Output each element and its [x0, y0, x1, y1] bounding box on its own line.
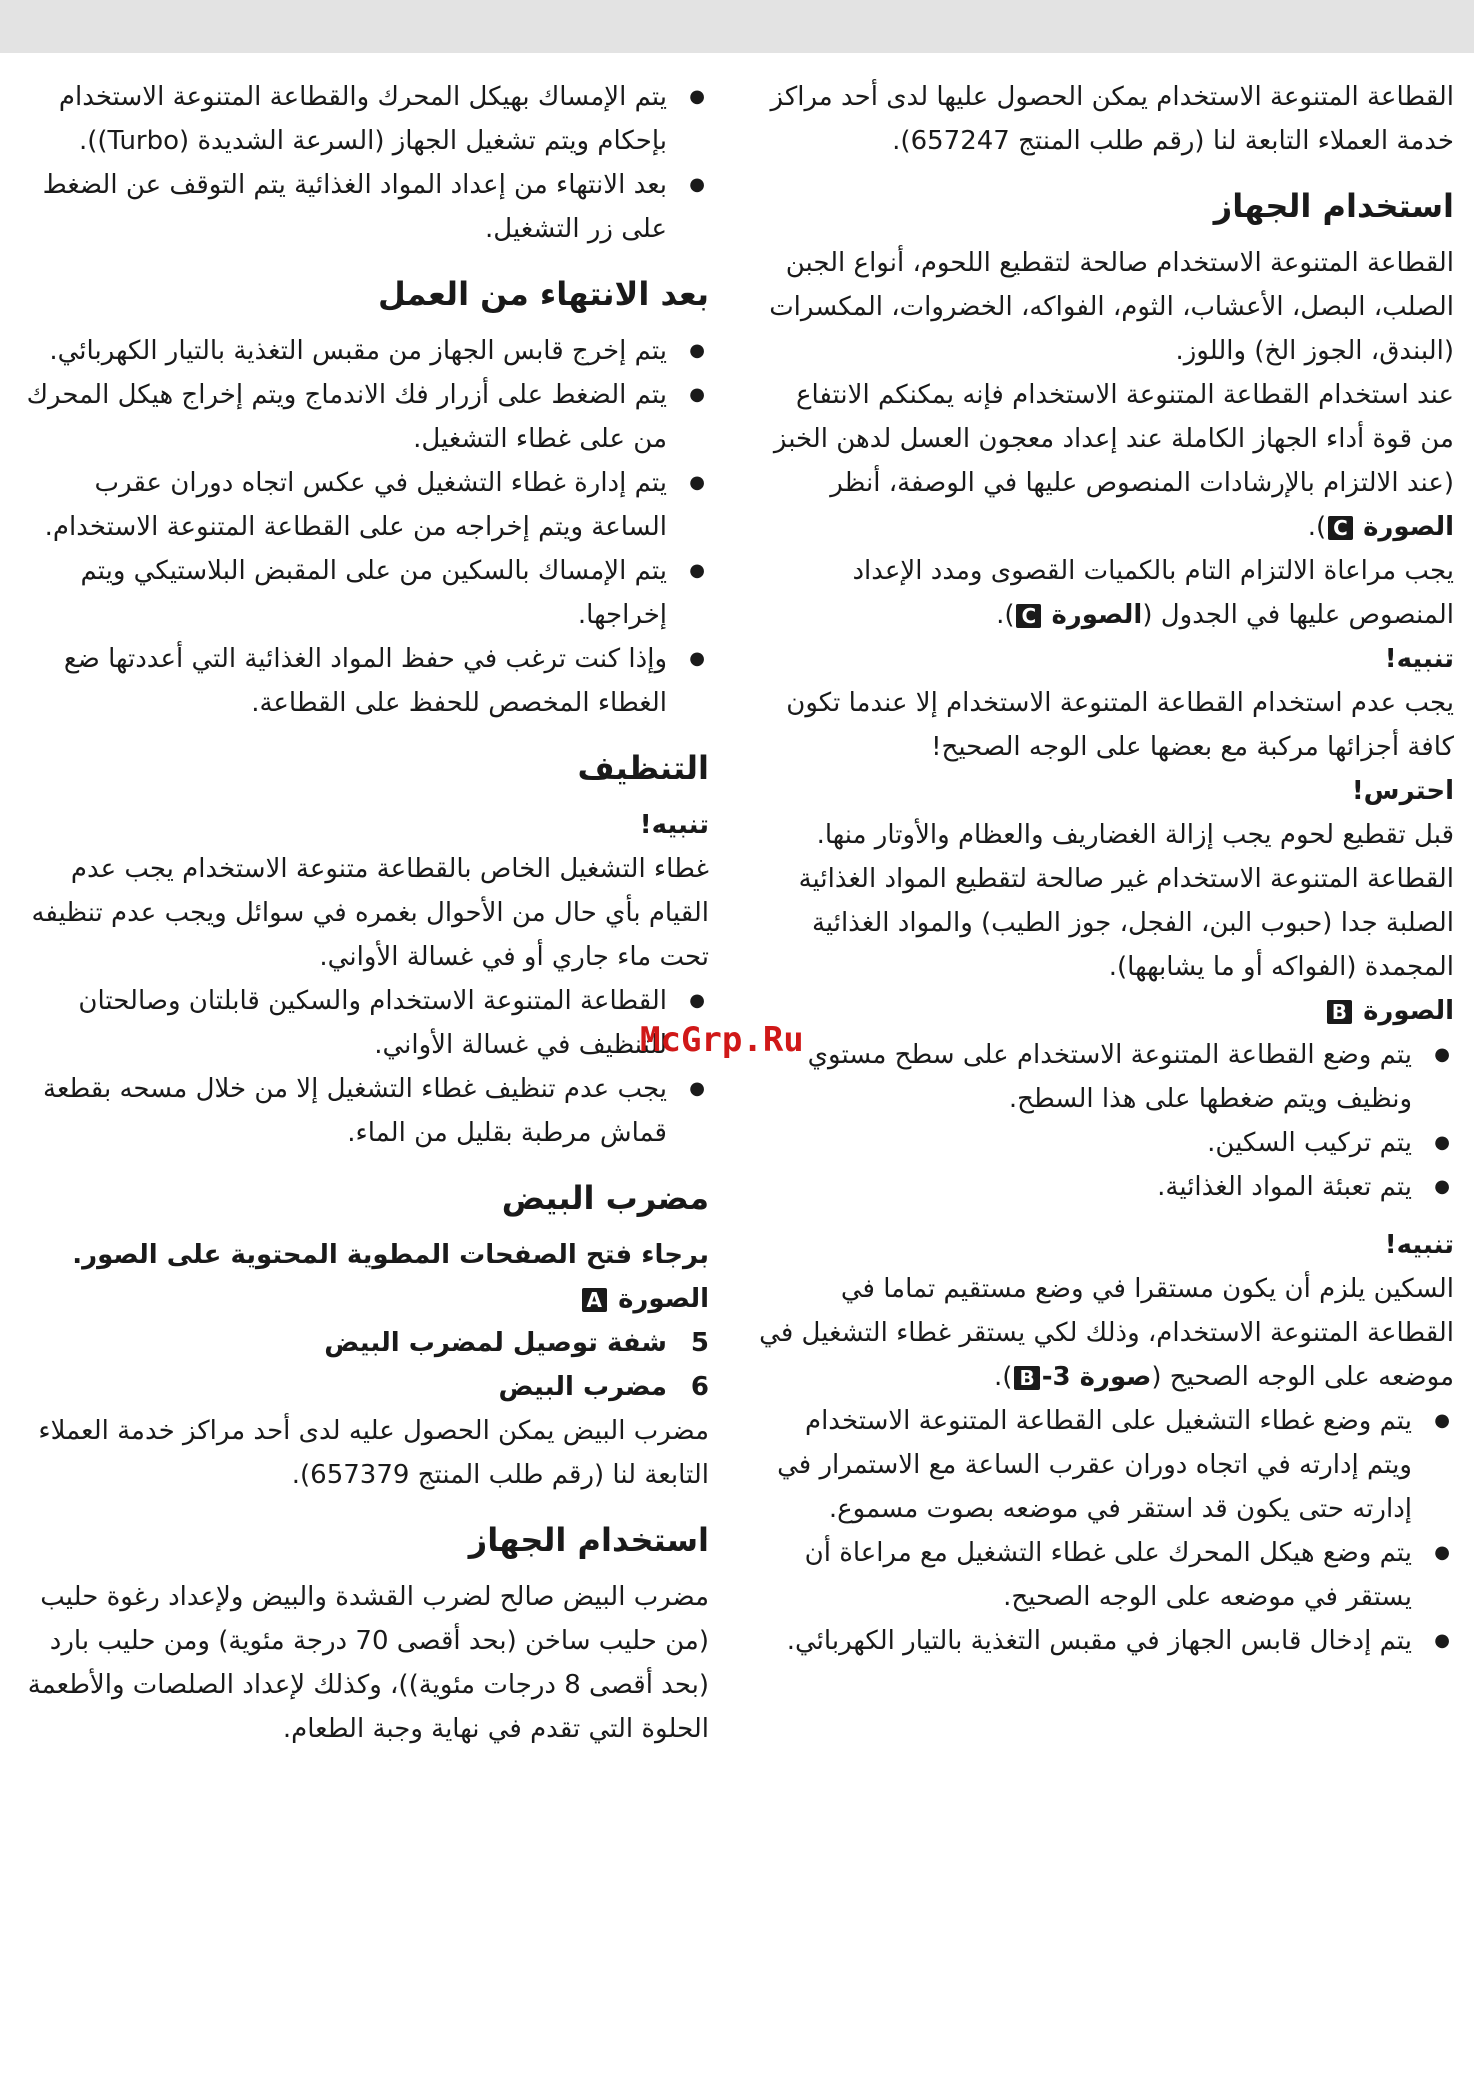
figure-badge-c: C: [1328, 516, 1353, 540]
caution-text: غطاء التشغيل الخاص بالقطاعة متنوعة الاستخدام يجب عدم القيام بأي حال من الأحوال بغمره في سوائل ويجب عدم تنظيفه تحت ماء جاري أو في غسالة الأواني.: [31, 854, 709, 972]
list-item: ● يتم إدارة غطاء التشغيل في عكس اتجاه دوران عقرب الساعة ويتم إخراجه من على القطاعة المتنوعة الاستخدام.: [14, 461, 709, 549]
after-use-heading: بعد الانتهاء من العمل: [377, 275, 709, 313]
whisk-heading: مضرب البيض: [501, 1179, 709, 1217]
list-item: ● يتم الإمساك بهيكل المحرك والقطاعة المتنوعة الاستخدام بإحكام ويتم تشغيل الجهاز (السرعة الشديدة (Turbo)).: [14, 75, 709, 163]
list-item: ● وإذا كنت ترغب في حفظ المواد الغذائية التي أعددتها ضع الغطاء المخصص للحفظ على القطاعة.: [14, 637, 709, 725]
caution-title: تنبيه!: [1384, 1230, 1454, 1260]
figure-badge-b: B: [1327, 1000, 1352, 1024]
figure-b-label: الصورة B: [754, 989, 1454, 1033]
list-item: ● يتم إدخال قابس الجهاز في مقبس التغذية بالتيار الكهربائي.: [754, 1619, 1454, 1663]
caution-text: السكين يلزم أن يكون مستقرا في وضع مستقيم تماما في القطاعة المتنوعة الاستخدام، وذلك لكي يستقر غطاء التشغيل في موضعه على الوجه الصحيح (صورة 3-B).: [759, 1274, 1454, 1392]
usage-heading: استخدام الجهاز: [468, 1521, 709, 1559]
figure-ref: الصورة: [1363, 512, 1454, 542]
list-item: ● يتم الضغط على أزرار فك الاندماج ويتم إخراج هيكل المحرك من على غطاء التشغيل.: [14, 373, 709, 461]
list-item: ● يتم وضع هيكل المحرك على غطاء التشغيل مع مراعاة أن يستقر في موضعه على الوجه الصحيح.: [754, 1531, 1454, 1619]
list-item: ● يتم إخرج قابس الجهاز من مقبس التغذية بالتيار الكهربائي.: [14, 329, 709, 373]
list-item: ● بعد الانتهاء من إعداد المواد الغذائية يتم التوقف عن الضغط على زر التشغيل.: [14, 163, 709, 251]
caution-title: تنبيه!: [639, 810, 709, 840]
watermark: McGrp.Ru: [640, 1020, 804, 1060]
whisk-usage: مضرب البيض صالح لضرب القشدة والبيض ولإعداد رغوة حليب (من حليب ساخن (بحد أقصى 70 درجة مئوية) ومن حليب بارد (بحد أقصى 8 درجات مئوية))، وكذلك لإعداد الصلصات والأطعمة الحلوة التي تقدم في نهاية وجبة الطعام.: [27, 1582, 709, 1744]
list-item: ● يتم الإمساك بالسكين من على المقبض البلاستيكي ويتم إخراجها.: [14, 549, 709, 637]
list-item: ● القطاعة المتنوعة الاستخدام والسكين قابلتان وصالحتان للتنظيف في غسالة الأواني.: [14, 979, 709, 1067]
fold-out-note: برجاء فتح الصفحات المطوية المحتوية على الصور.: [72, 1240, 709, 1270]
figure-ref: الصورة: [1051, 600, 1143, 630]
top-bar: [0, 0, 1474, 53]
steps-list: [754, 1399, 1454, 1663]
beware-title: احترس!: [1351, 776, 1454, 806]
figure-a-label: الصورة A: [14, 1277, 709, 1321]
beware-text: قبل تقطيع لحوم يجب إزالة الغضاريف والعظام والأوتار منها.: [816, 820, 1454, 850]
caution-title: تنبيه!: [1384, 644, 1454, 674]
figure-badge-a: A: [582, 1288, 607, 1312]
whisk-availability: مضرب البيض يمكن الحصول عليه لدى أحد مراكز خدمة العملاء التابعة لنا (رقم طلب المنتج 657379).: [38, 1416, 709, 1490]
right-column: [754, 75, 1454, 1663]
honey-paragraph: عند استخدام القطاعة المتنوعة الاستخدام فإنه يمكنكم الانتفاع من قوة أداء الجهاز الكاملة عند إعداد معجون العسل لدهن الخبز (عند الالتزام بالإرشادات المنصوص عليها في الوصفة، أنظر الصورة C).: [773, 380, 1454, 542]
usage-paragraph: القطاعة المتنوعة الاستخدام صالحة لتقطيع اللحوم، أنواع الجبن الصلب، البصل، الأعشاب، الثوم، الفواكه، الخضروات، المكسرات (البندق، الجوز الخ) واللوز.: [769, 248, 1454, 366]
steps-list: [14, 329, 709, 725]
unsuitable-text: القطاعة المتنوعة الاستخدام غير صالحة لتقطيع المواد الغذائية الصلبة جدا (حبوب البن، الفجل، جوز الطيب) والمواد الغذائية المجمدة (الفواكه أو ما يشابهها).: [798, 864, 1454, 982]
steps-list: [14, 979, 709, 1155]
part-item: 5شفة توصيل لمضرب البيض: [324, 1328, 709, 1358]
list-item: ● يتم تركيب السكين.: [754, 1121, 1454, 1165]
steps-list: [14, 75, 709, 251]
steps-list: [754, 1033, 1454, 1209]
cleaning-heading: التنظيف: [577, 749, 709, 787]
list-item: ● يتم وضع القطاعة المتنوعة الاستخدام على سطح مستوي ونظيف ويتم ضغطها على هذا السطح.: [754, 1033, 1454, 1121]
availability-text: القطاعة المتنوعة الاستخدام يمكن الحصول عليها لدى أحد مراكز خدمة العملاء التابعة لنا (رقم طلب المنتج 657247).: [770, 82, 1454, 156]
figure-ref: صورة 3-: [1041, 1362, 1152, 1392]
part-item: 6مضرب البيض: [498, 1372, 709, 1402]
list-item: ● يتم تعبئة المواد الغذائية.: [754, 1165, 1454, 1209]
list-item: ● يتم وضع غطاء التشغيل على القطاعة المتنوعة الاستخدام ويتم إدارته في اتجاه دوران عقرب الساعة مع الاستمرار في إدارته حتى يكون قد استقر في موضعه بصوت مسموع.: [754, 1399, 1454, 1531]
figure-badge-c: C: [1016, 604, 1041, 628]
usage-heading: استخدام الجهاز: [1213, 187, 1454, 225]
caution-text: يجب عدم استخدام القطاعة المتنوعة الاستخدام إلا عندما تكون كافة أجزائها مركبة مع بعضها على الوجه الصحيح!: [786, 688, 1454, 762]
left-column: [14, 75, 709, 1751]
list-item: ● يجب عدم تنظيف غطاء التشغيل إلا من خلال مسحه بقطعة قماش مرطبة بقليل من الماء.: [14, 1067, 709, 1155]
figure-badge-b: B: [1014, 1366, 1039, 1390]
quantities-paragraph: يجب مراعاة الالتزام التام بالكميات القصوى ومدد الإعداد المنصوص عليها في الجدول (الصورة C).: [852, 556, 1454, 630]
